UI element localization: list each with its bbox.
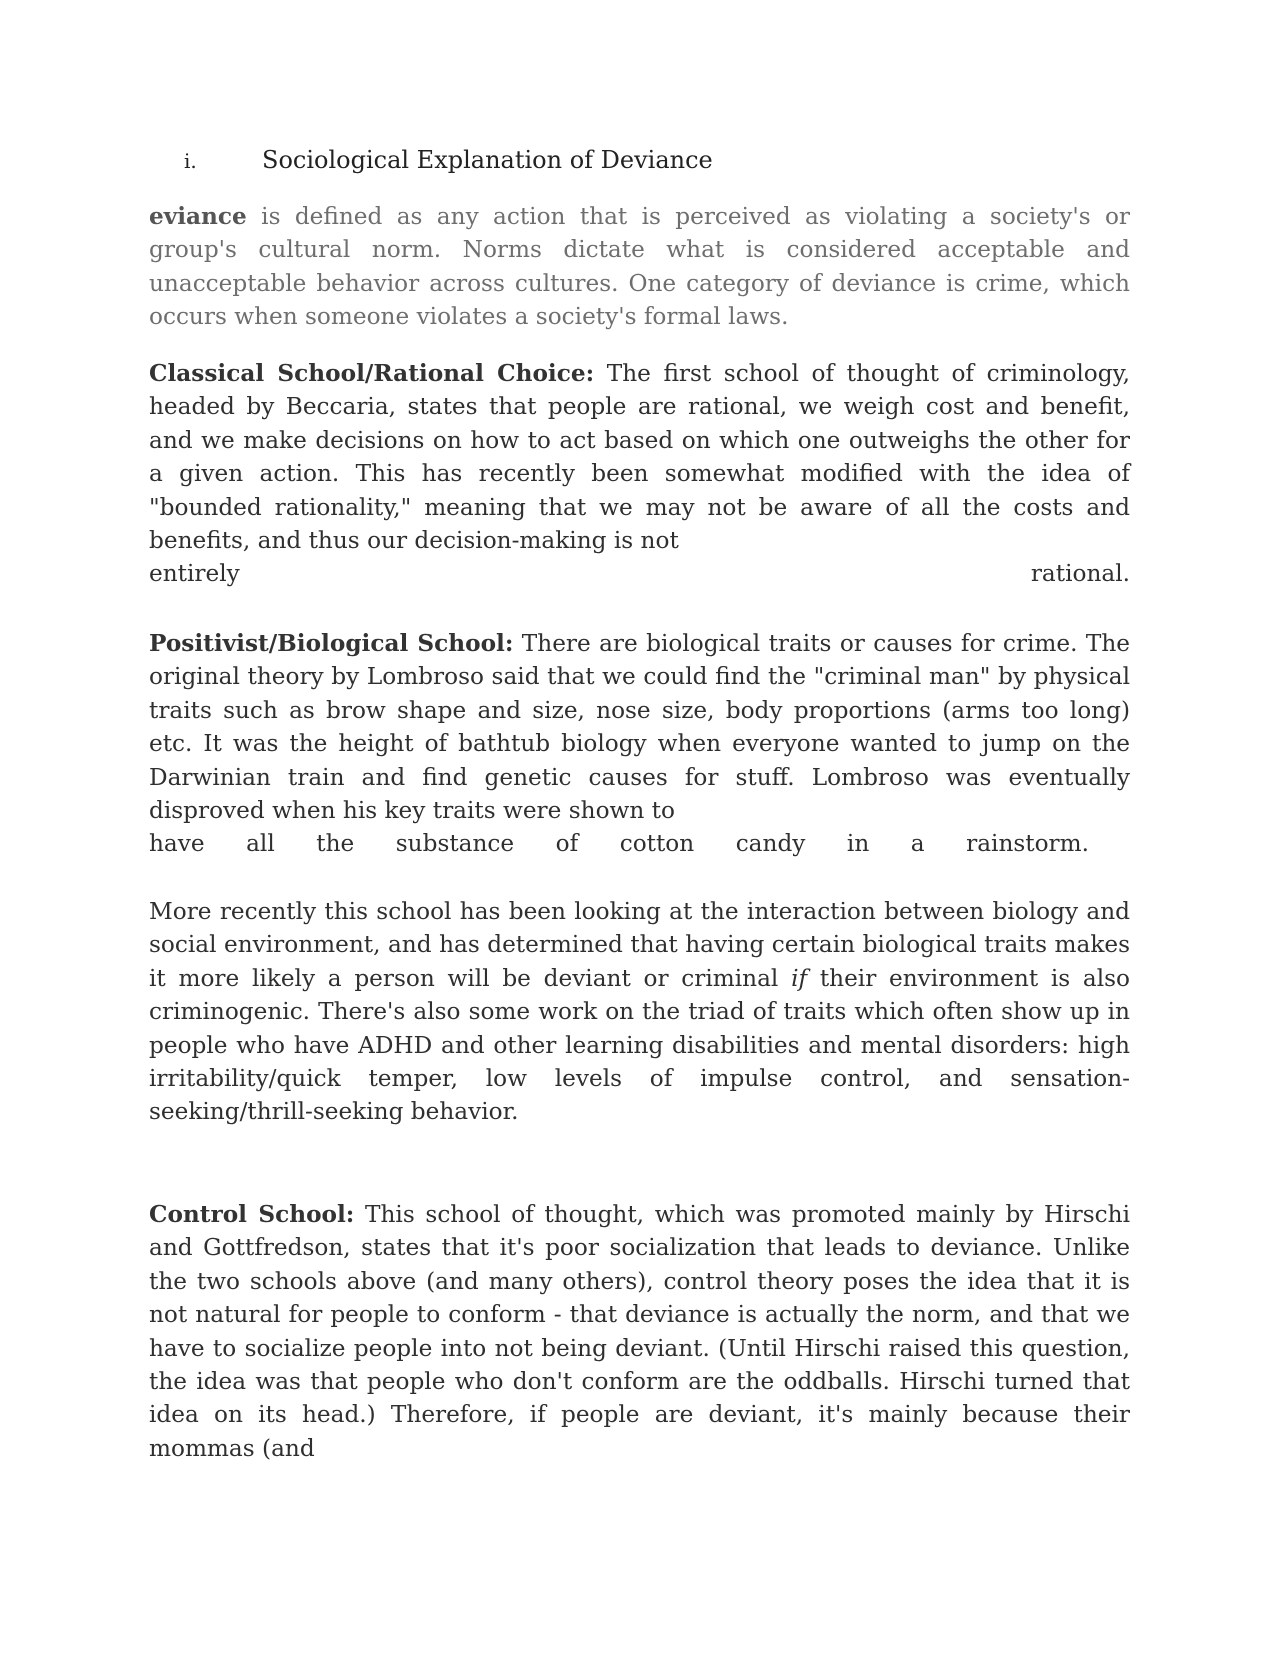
positivist-label: Positivist/Biological School: <box>149 630 514 657</box>
intro-paragraph <box>149 200 1130 334</box>
intro-lead-word: eviance <box>149 203 247 230</box>
italic-if: if <box>791 964 808 992</box>
section-heading <box>184 146 713 174</box>
classical-paragraph <box>149 357 1130 557</box>
classical-last-line: entirely rational. <box>149 560 1130 587</box>
control-label: Control School: <box>149 1201 355 1228</box>
section-title: Sociological Explanation of Deviance <box>262 146 713 174</box>
positivist-paragraph <box>149 627 1130 827</box>
positivist-last-line: have all the substance of cotton candy in a rainstorm. <box>149 830 1089 857</box>
intro-text: is defined as any action that is perceived as violating a society's or group's cultural norm. Norms dictate what is considered acceptable and unacceptable behavior across cultures. One category of deviance is crime, which occurs when someone violates a society's formal laws. <box>149 203 1130 331</box>
recent-paragraph: More recently this school has been looking at the interaction between biology and social environment, and has determined that having certain biological traits makes it more likely a person will be deviant or criminal if their environment is also criminogenic. There's also some work on the triad of traits which often show up in people who have ADHD and other learning disabilities and mental disorders: high irritability/quick temper, low levels of impulse control, and sensation-seeking/thrill-seeking behavior. <box>149 898 1131 1126</box>
classical-text: The first school of thought of criminology, headed by Beccaria, states that people are rational, we weigh cost and benefit, and we make decisions on how to act based on which one outweighs the other for a given action. This has recently been somewhat modified with the idea of "bounded rationality," meaning that we may not be aware of all the costs and benefits, and thus our decision-making is not <box>149 360 1130 555</box>
control-paragraph <box>149 1198 1130 1465</box>
classical-label: Classical School/Rational Choice: <box>149 360 595 387</box>
control-text: This school of thought, which was promoted mainly by Hirschi and Gottfredson, states that it's poor socialization that leads to deviance. Unlike the two schools above (and many others), control theory poses the idea that it is not natural for people to conform - that deviance is actually the norm, and that we have to socialize people into not being deviant. (Until Hirschi raised this question, the idea was that people who don't conform are the oddballs. Hirschi turned that idea on its head.) Therefore, if people are deviant, it's mainly because their mommas (and <box>149 1201 1131 1462</box>
positivist-text: There are biological traits or causes for crime. The original theory by Lombroso said that we could find the "criminal man" by physical traits such as brow shape and size, nose size, body proportions (arms too long) etc. It was the height of bathtub biology when everyone wanted to jump on the Darwinian train and find genetic causes for stuff. Lombroso was eventually disproved when his key traits were shown to <box>149 630 1130 825</box>
list-number: i. <box>184 149 197 173</box>
